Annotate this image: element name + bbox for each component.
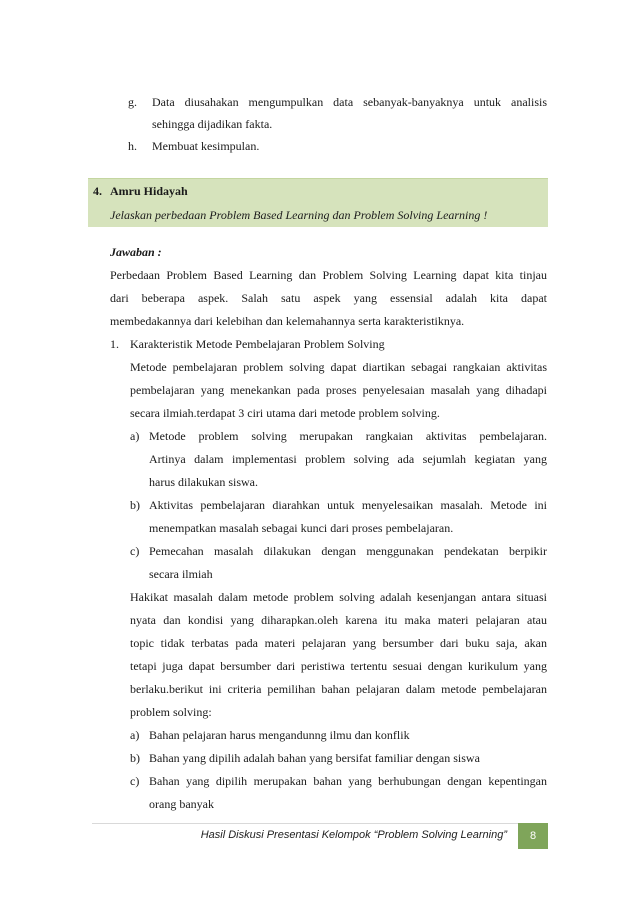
section1-para2-line-4: tetapi juga dapat bersumber dari peristiwa tertentu sesuai dengan kurikulum yang [130, 659, 547, 673]
answer-heading: Jawaban : [110, 245, 162, 259]
answer-intro-line-2: dari beberapa aspek. Salah satu aspek yang essensial adalah kita dapat [110, 291, 547, 305]
answer-intro-line-3: membedakannya dari kelebihan dan kelemahannya serta karakteristiknya. [110, 314, 465, 328]
list-marker-g: g. [128, 95, 137, 109]
kriteria-c-line-1: Bahan yang dipilih merupakan bahan yang berhubungan dengan kepentingan [149, 774, 547, 788]
ciri-c-line-2: secara ilmiah [149, 567, 213, 581]
section1-para-line-1: Metode pembelajaran problem solving dapat diartikan sebagai rangkaian aktivitas [130, 360, 547, 374]
question-box [88, 178, 548, 227]
page-number-badge: 8 [518, 823, 548, 849]
section1-para2-line-6: problem solving: [130, 705, 212, 719]
list-item-g-line-1: Data diusahakan mengumpulkan data sebanyak-banyaknya untuk analisis [152, 95, 547, 109]
ciri-a-line-2: Artinya dalam implementasi problem solving ada sejumlah kegiatan yang [149, 452, 547, 466]
section1-para2-line-3: topic tidak terbatas pada materi pelajaran yang bersumber dari buku saja, akan [130, 636, 547, 650]
ciri-b-line-1: Aktivitas pembelajaran diarahkan untuk menyelesaikan masalah. Metode ini [149, 498, 547, 512]
section1-para2-line-2: nyata dan kondisi yang diharapkan.oleh karena itu maka materi pelajaran atau [130, 613, 547, 627]
section1-para-line-2: pembelajaran yang menekankan pada proses penyelesaian masalah yang dihadapi [130, 383, 547, 397]
ciri-a-line-3: harus dilakukan siswa. [149, 475, 258, 489]
question-text: Jelaskan perbedaan Problem Based Learning dan Problem Solving Learning ! [110, 208, 488, 222]
section1-para2-line-1: Hakikat masalah dalam metode problem solving adalah kesenjangan antara situasi [130, 590, 547, 604]
ciri-b-line-2: menempatkan masalah sebagai kunci dari proses pembelajaran. [149, 521, 454, 535]
list-marker-h: h. [128, 139, 137, 153]
ciri-marker-a: a) [130, 429, 140, 443]
ciri-marker-c: c) [130, 544, 140, 558]
kriteria-marker-a: a) [130, 728, 140, 742]
section1-para2-line-5: berlaku.berikut ini criteria pemilihan bahan pelajaran dalam metode pembelajaran [130, 682, 547, 696]
section-title-1: Karakteristik Metode Pembelajaran Problem Solving [130, 337, 385, 351]
question-number: 4. [93, 184, 102, 198]
ciri-c-line-1: Pemecahan masalah dilakukan dengan menggunakan pendekatan berpikir [149, 544, 547, 558]
list-item-g-line-2: sehingga dijadikan fakta. [152, 117, 273, 131]
question-author: Amru Hidayah [110, 184, 188, 198]
answer-intro-line-1: Perbedaan Problem Based Learning dan Problem Solving Learning dapat kita tinjau [110, 268, 547, 282]
ciri-a-line-1: Metode problem solving merupakan rangkaian aktivitas pembelajaran. [149, 429, 547, 443]
section-marker-1: 1. [110, 337, 119, 351]
footer-title: Hasil Diskusi Presentasi Kelompok “Problem Solving Learning” [200, 829, 507, 841]
list-item-h-line-1: Membuat kesimpulan. [152, 139, 260, 153]
kriteria-a-line-1: Bahan pelajaran harus mengandunng ilmu dan konflik [149, 728, 410, 742]
section1-para-line-3: secara ilmiah.terdapat 3 ciri utama dari metode problem solving. [130, 406, 440, 420]
kriteria-marker-b: b) [130, 751, 140, 765]
ciri-marker-b: b) [130, 498, 140, 512]
kriteria-marker-c: c) [130, 774, 140, 788]
kriteria-c-line-2: orang banyak [149, 797, 214, 811]
kriteria-b-line-1: Bahan yang dipilih adalah bahan yang bersifat familiar dengan siswa [149, 751, 480, 765]
footer-divider [92, 823, 548, 824]
